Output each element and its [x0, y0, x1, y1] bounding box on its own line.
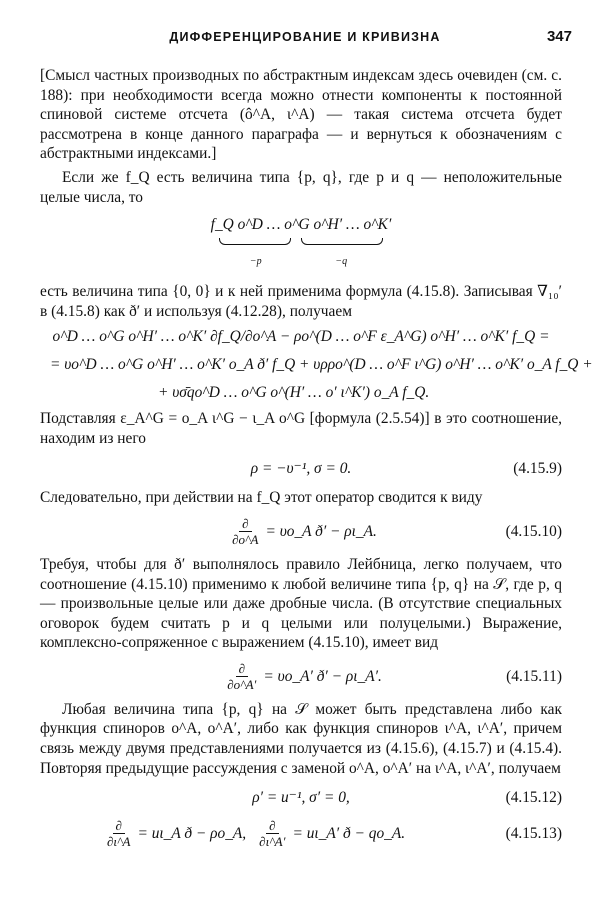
long-formula [40, 325, 593, 405]
page-number: 347 [546, 28, 572, 45]
underbrace-right [301, 238, 383, 245]
paragraph-bracket-note: [Смысл частных производных по абстрактным индексам здесь очевиден (см. с. 188): при необходимости всегда можно отнести компоненты к постоянной спиновой системе отсчета (ô^A, ɩ^A) — такая система отсчета будет рассмотрена в конце данного параграфа — и вернуться к обозначениям с абстрактными индексами.] [40, 67, 562, 163]
equation-4-15-12-formula: ρ′ = u⁻¹, σ′ = 0, [252, 789, 350, 807]
equation-4-15-10 [40, 516, 562, 547]
equation-4-15-13-rhs-1: = uɩ_A ð − ρo_A, [137, 824, 247, 842]
long-formula-line-2: = υo^D … o^G o^H′ … o^K′ o_A ð′ f_Q + υρρo^(D … o^F ɩ^G) o^H′ … o^K′ o_A f_Q + [50, 356, 593, 374]
running-title: ДИФФЕРЕНЦИРОВАНИЕ И КРИВИЗНА [169, 30, 441, 44]
equation-4-15-13-number: (4.15.13) [505, 824, 562, 842]
paragraph-substitution: Подставляя ε_A^G = o_A ɩ^G − ɩ_A o^G [формула (2.5.54)] в это соотношение, находим из него [40, 410, 562, 447]
paragraph-leibniz: Требуя, чтобы для ð′ выполнялось правило Лейбница, легко получаем, что соотношение (4.15.10) применимо к любой величине типа {p, q} на 𝒮, где p, q — произвольные целые или даже дробные числа. (В отсутствие специальных оговорок будем считать p и q целыми или полуцелыми.) Выражение, комплексно-сопряженное с выражением (4.15.10), имеет вид [40, 555, 562, 652]
fraction-partial-o [229, 516, 261, 547]
equation-4-15-11-number: (4.15.11) [506, 667, 562, 685]
fraction-partial-o-primed [224, 661, 259, 692]
fraction-denominator: ∂ɩ^A [107, 834, 131, 850]
equation-4-15-13-rhs-2: = uɩ_A′ ð − qo_A. [292, 824, 406, 842]
fraction-partial-iota [104, 818, 133, 849]
brace-labels [40, 233, 562, 272]
underbrace-label-right: −q [335, 256, 348, 268]
equation-4-15-9-formula: ρ = −υ⁻¹, σ = 0. [250, 459, 352, 477]
equation-4-15-10-rhs: = υo_A ð′ − ρɩ_A. [265, 522, 377, 540]
fraction-numerator: ∂ [239, 516, 251, 532]
long-formula-line-1: o^D … o^G o^H′ … o^K′ ∂f_Q/∂o^A − ρo^(D … o^F ε_A^G) o^H′ … o^K′ f_Q = [52, 328, 550, 346]
equation-4-15-11 [40, 661, 562, 692]
equation-4-15-12-number: (4.15.12) [505, 789, 562, 807]
braced-expression-text: f_Q o^D … o^G o^H′ … o^K′ [210, 216, 392, 234]
fraction-numerator: ∂ [266, 818, 278, 834]
equation-4-15-9-number: (4.15.9) [513, 459, 562, 477]
long-formula-line-3: + υσ̄qo^D … o^G o^(H′ … o′ ɩ^K′) o_A f_Q. [158, 384, 430, 402]
paragraph-representations: Любая величина типа {p, q} на 𝒮 может быть представлена либо как функция спиноров o^A, o^A′, либо как функция спиноров ɩ^A, ɩ^A′, причем связь между двумя представлениями получается из (4.15.6), (4.15.7) и (4.15.4). Повторяя предыдущие рассуждения с заменой o^A, o^A′ на ɩ^A, ɩ^A′, получаем [40, 700, 562, 777]
underbrace-label-left: −p [249, 256, 262, 268]
paragraph-formula-intro: есть величина типа {0, 0} и к ней применима формула (4.15.8). Записывая ∇₁₀′ в (4.15.8) как ð′ и используя (4.12.28), получаем [40, 282, 562, 320]
underbrace-left [219, 238, 291, 245]
equation-4-15-11-rhs: = υo_A′ ð′ − ρɩ_A′. [263, 667, 382, 685]
paragraph-type-pq: Если же f_Q есть величина типа {p, q}, где p и q — неположительные целые числа, то [40, 168, 562, 206]
equation-4-15-9 [40, 456, 562, 480]
fraction-denominator: ∂ɩ^A′ [259, 834, 286, 850]
equation-4-15-13 [40, 818, 562, 849]
fraction-denominator: ∂o^A [232, 531, 259, 547]
fraction-denominator: ∂o^A′ [227, 676, 257, 692]
page-content [40, 66, 593, 857]
fraction-numerator: ∂ [113, 818, 125, 834]
fraction-numerator: ∂ [236, 661, 248, 677]
page-header [38, 30, 572, 52]
braced-expression [40, 215, 562, 272]
paragraph-consequently: Следовательно, при действии на f_Q этот оператор сводится к виду [40, 489, 483, 507]
equation-4-15-10-number: (4.15.10) [505, 522, 562, 540]
equation-4-15-12 [40, 786, 562, 810]
fraction-partial-iota-primed [256, 818, 288, 849]
